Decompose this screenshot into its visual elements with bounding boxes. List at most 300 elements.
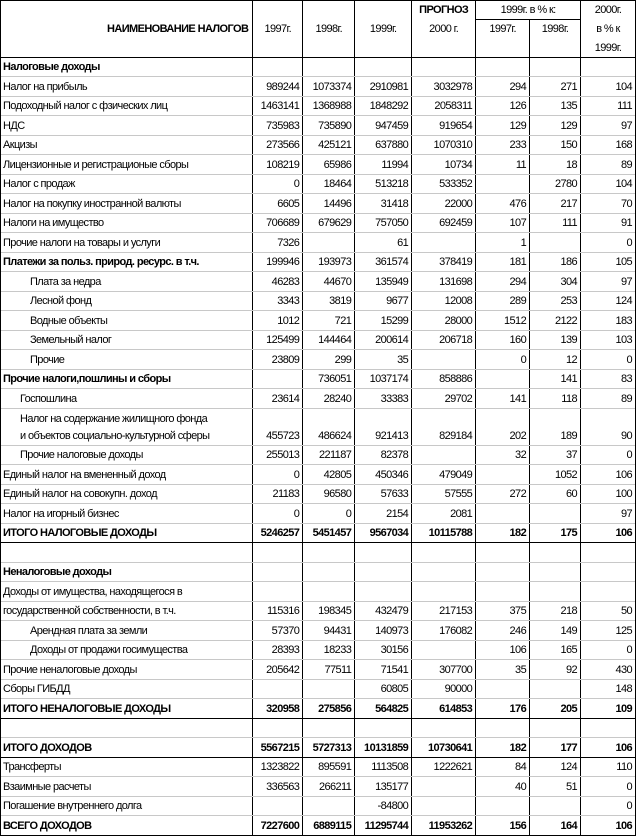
table-cell: [412, 582, 476, 602]
table-cell: 91: [581, 213, 636, 233]
table-cell: 378419: [412, 252, 476, 272]
table-cell: 141: [476, 389, 530, 409]
table-cell: 1323822: [253, 757, 303, 777]
table-cell: [355, 582, 412, 602]
row-label: Доходы от продажи госимущества: [0, 640, 253, 660]
table-cell: [303, 718, 355, 738]
header-blank-3d: [412, 38, 476, 57]
table-cell: 266211: [303, 777, 355, 797]
row-label-line2: и объектов социально-культурной сферы: [20, 429, 210, 442]
table-cell: 0: [253, 465, 303, 485]
table-cell: 139: [530, 330, 581, 350]
table-cell: [253, 543, 303, 563]
table-cell: 60805: [355, 679, 412, 699]
table-cell: [476, 369, 530, 389]
table-cell: 614853: [412, 699, 476, 719]
header-blank-3f: [530, 38, 581, 57]
table-cell: 0: [253, 174, 303, 194]
table-cell: 126: [476, 96, 530, 116]
table-cell: 110: [581, 757, 636, 777]
table-cell: 272: [476, 484, 530, 504]
table-cell: 2081: [412, 504, 476, 524]
table-cell: [530, 679, 581, 699]
table-cell: 289: [476, 291, 530, 311]
table-cell: 304: [530, 272, 581, 292]
table-row: [0, 621, 636, 641]
table-cell: 94431: [303, 621, 355, 641]
table-cell: 28000: [412, 311, 476, 331]
table-row: [0, 757, 636, 777]
table-cell: [476, 562, 530, 582]
header-row-1: [0, 0, 636, 19]
table-cell: 0: [581, 233, 636, 253]
table-cell: 432479: [355, 601, 412, 621]
table-cell: 11: [476, 155, 530, 175]
table-cell: 14496: [303, 194, 355, 214]
table-cell: 18464: [303, 174, 355, 194]
table-cell: 533352: [412, 174, 476, 194]
table-cell: 31418: [355, 194, 412, 214]
table-cell: 0: [581, 640, 636, 660]
table-cell: 1222621: [412, 757, 476, 777]
table-cell: 111: [581, 96, 636, 116]
row-label: ИТОГО НЕНАЛОГОВЫЕ ДОХОДЫ: [0, 699, 253, 719]
row-label: Водные объекты: [0, 311, 253, 331]
row-label: ВСЕГО ДОХОДОВ: [0, 816, 253, 836]
table-row: [0, 291, 636, 311]
row-label: НДС: [0, 116, 253, 136]
table-cell: 7227600: [253, 816, 303, 836]
row-label: [0, 543, 253, 563]
table-row: [0, 389, 636, 409]
table-cell: 218: [530, 601, 581, 621]
table-cell: [581, 543, 636, 563]
table-cell: 42805: [303, 465, 355, 485]
table-row: [0, 738, 636, 758]
row-label: Взаимные расчеты: [0, 777, 253, 797]
table-cell: 11953262: [412, 816, 476, 836]
table-cell: 1070310: [412, 135, 476, 155]
table-cell: 12008: [412, 291, 476, 311]
table-cell: 7326: [253, 233, 303, 253]
table-row: [0, 330, 636, 350]
table-row: [0, 116, 636, 136]
table-row: [0, 640, 636, 660]
table-cell: 255013: [253, 445, 303, 465]
table-cell: 1463141: [253, 96, 303, 116]
table-cell: 35: [476, 660, 530, 680]
table-row: [0, 699, 636, 719]
table-cell: 273566: [253, 135, 303, 155]
table-cell: 637880: [355, 135, 412, 155]
header-pct-1998: 1998г.: [530, 19, 581, 38]
table-cell: 29702: [412, 389, 476, 409]
header-blank-3e: [476, 38, 530, 57]
row-label: Лицензионные и регистрационые сборы: [0, 155, 253, 175]
row-label: Доходы от имущества, находящегося в: [0, 582, 253, 602]
table-cell: 736051: [303, 369, 355, 389]
table-cell: 9677: [355, 291, 412, 311]
table-cell: 15299: [355, 311, 412, 331]
row-label: Прочие неналоговые доходы: [0, 660, 253, 680]
table-cell: [476, 582, 530, 602]
table-cell: [476, 465, 530, 485]
header-pct-group: 1999г. в % к:: [476, 0, 581, 19]
table-row: [0, 77, 636, 97]
table-cell: 3819: [303, 291, 355, 311]
table-cell: 205642: [253, 660, 303, 680]
table-cell: 135949: [355, 272, 412, 292]
table-cell: 60: [530, 484, 581, 504]
table-cell: 3032978: [412, 77, 476, 97]
table-cell: 77511: [303, 660, 355, 680]
table-cell: 947459: [355, 116, 412, 136]
table-cell: 299: [303, 350, 355, 370]
table-cell: 165: [530, 640, 581, 660]
table-cell: [412, 350, 476, 370]
row-label: Арендная плата за земли: [0, 621, 253, 641]
table-cell: 125499: [253, 330, 303, 350]
table-cell: 111: [530, 213, 581, 233]
table-cell: [253, 369, 303, 389]
table-cell: 5727313: [303, 738, 355, 758]
table-cell: [476, 57, 530, 77]
table-cell: 177: [530, 738, 581, 758]
table-cell: [355, 543, 412, 563]
table-row: [0, 523, 636, 543]
row-label: Лесной фонд: [0, 291, 253, 311]
table-cell: 513218: [355, 174, 412, 194]
table-row: [0, 796, 636, 816]
row-label: Погашение внутреннего долга: [0, 796, 253, 816]
table-cell: 37: [530, 445, 581, 465]
table-cell: 106: [581, 816, 636, 836]
table-cell: 182: [476, 738, 530, 758]
table-cell: 82378: [355, 445, 412, 465]
table-cell: 307700: [412, 660, 476, 680]
row-label-line1: Налог на содержание жилищного фонда: [20, 412, 208, 425]
row-label: [0, 718, 253, 738]
table-cell: 11295744: [355, 816, 412, 836]
table-cell: 721: [303, 311, 355, 331]
header-name-blank: [0, 0, 253, 19]
header-forecast-year: 2000 г.: [412, 19, 476, 38]
table-cell: [412, 445, 476, 465]
table-cell: 706689: [253, 213, 303, 233]
table-cell: 124: [581, 291, 636, 311]
table-row: [0, 96, 636, 116]
table-cell: [476, 796, 530, 816]
table-row: [0, 562, 636, 582]
table-cell: 176: [476, 699, 530, 719]
header-2000-top: 2000г.: [581, 0, 636, 19]
table-cell: 106: [581, 738, 636, 758]
table-cell: 5451457: [303, 523, 355, 543]
table-cell: 200614: [355, 330, 412, 350]
header-blank-1998: [303, 0, 355, 19]
table-cell: [253, 796, 303, 816]
table-cell: 5567215: [253, 738, 303, 758]
table-cell: 22000: [412, 194, 476, 214]
row-label: Налог с продаж: [0, 174, 253, 194]
table-cell: 176082: [412, 621, 476, 641]
table-cell: [412, 562, 476, 582]
table-cell: 294: [476, 272, 530, 292]
table-cell: 65986: [303, 155, 355, 175]
table-cell: 164: [530, 816, 581, 836]
row-label: Прочие налоговые доходы: [0, 445, 253, 465]
table-row: [0, 213, 636, 233]
table-row: [0, 135, 636, 155]
table-cell: [581, 582, 636, 602]
table-cell: [355, 718, 412, 738]
table-row: [0, 679, 636, 699]
table-cell: [476, 504, 530, 524]
table-cell: 156: [476, 816, 530, 836]
table-cell: 96580: [303, 484, 355, 504]
table-cell: [303, 679, 355, 699]
table-cell: 5246257: [253, 523, 303, 543]
table-cell: [581, 562, 636, 582]
header-1997: 1997г.: [253, 19, 303, 38]
table-cell: 46283: [253, 272, 303, 292]
table-cell: [253, 562, 303, 582]
header-title: НАИМЕНОВАНИЕ НАЛОГОВ: [0, 19, 253, 38]
row-label: Налог на покупку иностранной валюты: [0, 194, 253, 214]
header-blank-3a: [253, 38, 303, 57]
header-blank-1997: [253, 0, 303, 19]
row-label: государственной собственности, в т.ч.: [0, 601, 253, 621]
table-cell: 486624: [303, 408, 355, 445]
header-forecast: ПРОГНОЗ: [412, 0, 476, 19]
row-label: [0, 408, 253, 445]
table-cell: 1073374: [303, 77, 355, 97]
table-cell: 757050: [355, 213, 412, 233]
row-label: ИТОГО НАЛОГОВЫЕ ДОХОДЫ: [0, 523, 253, 543]
table-cell: 189: [530, 408, 581, 445]
table-cell: [476, 679, 530, 699]
table-row: [0, 660, 636, 680]
table-cell: 97: [581, 504, 636, 524]
table-cell: 57370: [253, 621, 303, 641]
table-cell: 858886: [412, 369, 476, 389]
table-row: [0, 484, 636, 504]
table-cell: 271: [530, 77, 581, 97]
table-cell: 182: [476, 523, 530, 543]
table-cell: 9567034: [355, 523, 412, 543]
table-cell: 10115788: [412, 523, 476, 543]
table-cell: 90: [581, 408, 636, 445]
table-cell: [355, 562, 412, 582]
table-cell: [412, 640, 476, 660]
table-cell: 336563: [253, 777, 303, 797]
table-cell: [303, 543, 355, 563]
row-label: Акцизы: [0, 135, 253, 155]
table-cell: [581, 718, 636, 738]
table-cell: 921413: [355, 408, 412, 445]
row-label: Подоходный налог с фзических лиц: [0, 96, 253, 116]
row-label: Сборы ГИБДД: [0, 679, 253, 699]
table-cell: 106: [581, 523, 636, 543]
table-cell: 149: [530, 621, 581, 641]
table-cell: 12: [530, 350, 581, 370]
table-cell: 6889115: [303, 816, 355, 836]
table-cell: 2910981: [355, 77, 412, 97]
table-cell: 2154: [355, 504, 412, 524]
table-cell: 919654: [412, 116, 476, 136]
table-cell: 1368988: [303, 96, 355, 116]
table-row: [0, 816, 636, 836]
table-cell: 97: [581, 272, 636, 292]
table-cell: 2058311: [412, 96, 476, 116]
table-cell: 692459: [412, 213, 476, 233]
table-cell: 18233: [303, 640, 355, 660]
table-cell: 1512: [476, 311, 530, 331]
table-cell: 564825: [355, 699, 412, 719]
table-cell: 11994: [355, 155, 412, 175]
table-cell: 233: [476, 135, 530, 155]
row-label: Трансферты: [0, 757, 253, 777]
table-cell: 97: [581, 116, 636, 136]
table-row: [0, 582, 636, 602]
table-cell: 479049: [412, 465, 476, 485]
row-label: Прочие: [0, 350, 253, 370]
table-cell: 107: [476, 213, 530, 233]
table-cell: 168: [581, 135, 636, 155]
table-cell: [303, 233, 355, 253]
table-cell: [476, 718, 530, 738]
table-cell: 131698: [412, 272, 476, 292]
table-cell: [253, 679, 303, 699]
table-cell: 148: [581, 679, 636, 699]
table-row: [0, 543, 636, 563]
table-cell: 84: [476, 757, 530, 777]
table-cell: 217: [530, 194, 581, 214]
row-label: Плата за недра: [0, 272, 253, 292]
table-cell: 183: [581, 311, 636, 331]
table-cell: 205: [530, 699, 581, 719]
table-cell: 1113508: [355, 757, 412, 777]
table-cell: 61: [355, 233, 412, 253]
table-cell: 51: [530, 777, 581, 797]
header-blank-3b: [303, 38, 355, 57]
table-cell: 10131859: [355, 738, 412, 758]
table-cell: 90000: [412, 679, 476, 699]
table-cell: [303, 562, 355, 582]
table-cell: 92: [530, 660, 581, 680]
table-cell: 294: [476, 77, 530, 97]
header-1999: 1999г.: [355, 19, 412, 38]
table-cell: [412, 777, 476, 797]
table-row: [0, 155, 636, 175]
table-cell: [530, 57, 581, 77]
table-cell: 450346: [355, 465, 412, 485]
table-cell: 320958: [253, 699, 303, 719]
row-label: Прочие налоги на товары и услуги: [0, 233, 253, 253]
table-cell: 118: [530, 389, 581, 409]
table-cell: [530, 543, 581, 563]
table-cell: 32: [476, 445, 530, 465]
table-cell: 150: [530, 135, 581, 155]
header-1998: 1998г.: [303, 19, 355, 38]
table-cell: 35: [355, 350, 412, 370]
table-cell: 135: [530, 96, 581, 116]
table-cell: 44670: [303, 272, 355, 292]
table-cell: 71541: [355, 660, 412, 680]
row-label: Налоги на имущество: [0, 213, 253, 233]
table-row: [0, 57, 636, 77]
table-cell: 160: [476, 330, 530, 350]
table-cell: 186: [530, 252, 581, 272]
table-cell: 83: [581, 369, 636, 389]
row-label: ИТОГО ДОХОДОВ: [0, 738, 253, 758]
table-cell: 0: [476, 350, 530, 370]
table-cell: 206718: [412, 330, 476, 350]
table-row: [0, 601, 636, 621]
table-cell: [530, 504, 581, 524]
row-label: Госпошлина: [0, 389, 253, 409]
table-row: [0, 252, 636, 272]
table-cell: 6605: [253, 194, 303, 214]
table-cell: 28393: [253, 640, 303, 660]
table-row: [0, 777, 636, 797]
table-cell: 124: [530, 757, 581, 777]
table-cell: 144464: [303, 330, 355, 350]
table-cell: 375: [476, 601, 530, 621]
table-row: [0, 445, 636, 465]
table-cell: 89: [581, 389, 636, 409]
table-cell: 104: [581, 77, 636, 97]
table-cell: 100: [581, 484, 636, 504]
row-label: Платежи за польз. природ. ресурс. в т.ч.: [0, 252, 253, 272]
table-cell: 3343: [253, 291, 303, 311]
table-cell: 181: [476, 252, 530, 272]
table-cell: 0: [581, 777, 636, 797]
table-row: [0, 718, 636, 738]
table-row: [0, 369, 636, 389]
table-cell: 1037174: [355, 369, 412, 389]
table-cell: [303, 796, 355, 816]
table-cell: 193973: [303, 252, 355, 272]
header-2000-bot: 1999г.: [581, 38, 636, 57]
row-label: Налоговые доходы: [0, 57, 253, 77]
row-label: Земельный налог: [0, 330, 253, 350]
table-cell: 253: [530, 291, 581, 311]
table-row: [0, 311, 636, 331]
table-cell: [303, 582, 355, 602]
table-cell: 476: [476, 194, 530, 214]
table-cell: 221187: [303, 445, 355, 465]
table-cell: 125: [581, 621, 636, 641]
table-cell: 57633: [355, 484, 412, 504]
row-label: Неналоговые доходы: [0, 562, 253, 582]
row-label: Единый налог на совокупн. доход: [0, 484, 253, 504]
table-cell: [355, 57, 412, 77]
table-cell: [253, 57, 303, 77]
table-cell: 1052: [530, 465, 581, 485]
header-2000-mid: в % к: [581, 19, 636, 38]
row-label: Налог на игорный бизнес: [0, 504, 253, 524]
table-cell: 115316: [253, 601, 303, 621]
table-cell: 275856: [303, 699, 355, 719]
header-blank-3c: [355, 38, 412, 57]
table-cell: [253, 582, 303, 602]
table-cell: [530, 718, 581, 738]
table-cell: 50: [581, 601, 636, 621]
table-cell: 0: [581, 445, 636, 465]
row-label: Единый налог на вмененный доход: [0, 465, 253, 485]
table-cell: [476, 174, 530, 194]
